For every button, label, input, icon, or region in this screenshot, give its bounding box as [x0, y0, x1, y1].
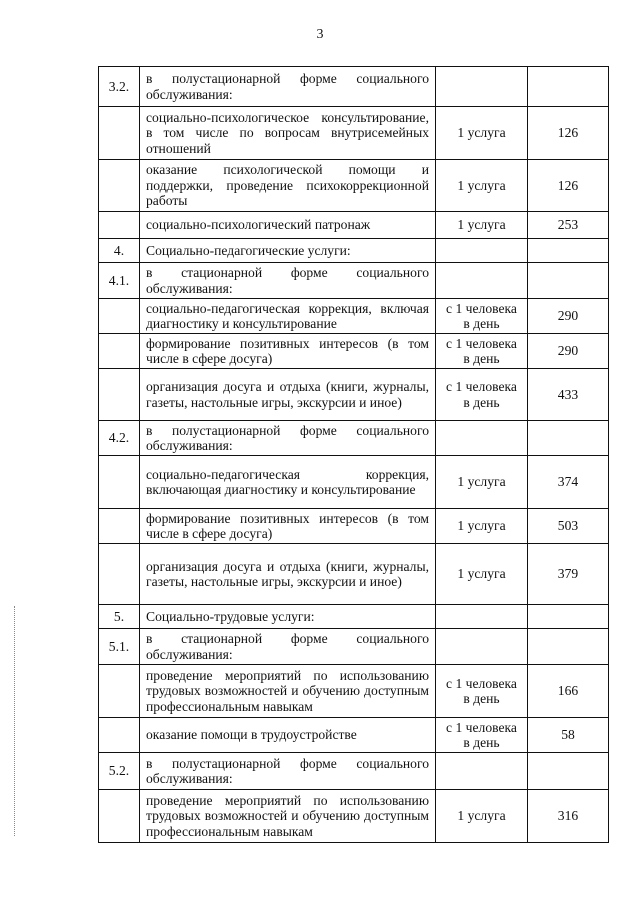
service-name: формирование позитивных интересов (в том числе в сфере досуга): [140, 509, 436, 544]
table-row: [99, 421, 609, 456]
table-row: [99, 212, 609, 239]
service-name: оказание помощи в трудоустройстве: [140, 718, 436, 753]
row-number: 5.2.: [99, 753, 140, 790]
unit-of-measure: [436, 67, 528, 107]
row-number: [99, 509, 140, 544]
unit-of-measure: с 1 человека в день: [436, 369, 528, 421]
unit-of-measure: с 1 человека в день: [436, 299, 528, 334]
row-number: 3.2.: [99, 67, 140, 107]
row-number: 4.: [99, 239, 140, 263]
table-row: [99, 299, 609, 334]
tariff-value: [528, 421, 609, 456]
tariff-value: 433: [528, 369, 609, 421]
service-name: организация досуга и отдыха (книги, журналы, газеты, настольные игры, экскурсии и иное): [140, 544, 436, 605]
unit-of-measure: с 1 человека в день: [436, 334, 528, 369]
table-row: [99, 456, 609, 509]
row-number: [99, 107, 140, 160]
tariff-value: 503: [528, 509, 609, 544]
tariff-value: 126: [528, 107, 609, 160]
unit-of-measure: 1 услуга: [436, 212, 528, 239]
tariff-value: [528, 239, 609, 263]
unit-of-measure: [436, 263, 528, 299]
tariff-value: 290: [528, 299, 609, 334]
unit-of-measure: [436, 605, 528, 629]
unit-of-measure: с 1 человека в день: [436, 665, 528, 718]
tariff-value: [528, 67, 609, 107]
row-number: [99, 456, 140, 509]
row-number: [99, 790, 140, 843]
unit-of-measure: 1 услуга: [436, 790, 528, 843]
table-row: [99, 107, 609, 160]
service-name: в стационарной форме социального обслуживания:: [140, 629, 436, 665]
unit-of-measure: [436, 421, 528, 456]
tariff-table-body: [99, 67, 609, 843]
table-row: [99, 263, 609, 299]
scan-artifact-line: [14, 606, 16, 836]
service-name: проведение мероприятий по использованию трудовых возможностей и обучению доступным профессиональным навыкам: [140, 790, 436, 843]
service-name: социально-педагогическая коррекция, включающая диагностику и консультирование: [140, 456, 436, 509]
unit-of-measure: [436, 239, 528, 263]
tariff-value: 316: [528, 790, 609, 843]
tariff-value: 58: [528, 718, 609, 753]
table-row: [99, 790, 609, 843]
table-row: [99, 605, 609, 629]
row-number: [99, 718, 140, 753]
service-name: формирование позитивных интересов (в том числе в сфере досуга): [140, 334, 436, 369]
row-number: [99, 544, 140, 605]
service-name: социально-психологический патронаж: [140, 212, 436, 239]
unit-of-measure: 1 услуга: [436, 107, 528, 160]
service-name: в полустационарной форме социального обслуживания:: [140, 421, 436, 456]
table-row: [99, 753, 609, 790]
service-name: оказание психологической помощи и поддержки, проведение психокоррекционной работы: [140, 160, 436, 212]
row-number: [99, 212, 140, 239]
row-number: 5.: [99, 605, 140, 629]
service-name: Социально-трудовые услуги:: [140, 605, 436, 629]
row-number: 5.1.: [99, 629, 140, 665]
row-number: [99, 334, 140, 369]
tariff-table: [98, 66, 609, 843]
service-name: в полустационарной форме социального обслуживания:: [140, 67, 436, 107]
row-number: [99, 160, 140, 212]
table-row: [99, 239, 609, 263]
service-name: проведение мероприятий по использованию трудовых возможностей и обучению доступным профессиональным навыкам: [140, 665, 436, 718]
unit-of-measure: 1 услуга: [436, 160, 528, 212]
service-name: организация досуга и отдыха (книги, журналы, газеты, настольные игры, экскурсии и иное): [140, 369, 436, 421]
page-number: 3: [316, 27, 324, 42]
row-number: [99, 299, 140, 334]
row-number: 4.1.: [99, 263, 140, 299]
tariff-value: 374: [528, 456, 609, 509]
row-number: 4.2.: [99, 421, 140, 456]
row-number: [99, 665, 140, 718]
tariff-value: 126: [528, 160, 609, 212]
tariff-value: [528, 263, 609, 299]
table-row: [99, 629, 609, 665]
table-row: [99, 718, 609, 753]
service-name: в стационарной форме социального обслуживания:: [140, 263, 436, 299]
table-row: [99, 369, 609, 421]
tariff-value: 290: [528, 334, 609, 369]
unit-of-measure: 1 услуга: [436, 544, 528, 605]
tariff-value: 379: [528, 544, 609, 605]
unit-of-measure: с 1 человека в день: [436, 718, 528, 753]
unit-of-measure: 1 услуга: [436, 509, 528, 544]
table-row: [99, 67, 609, 107]
table-row: [99, 160, 609, 212]
row-number: [99, 369, 140, 421]
table-row: [99, 334, 609, 369]
tariff-value: 253: [528, 212, 609, 239]
unit-of-measure: 1 услуга: [436, 456, 528, 509]
tariff-value: [528, 629, 609, 665]
table-row: [99, 509, 609, 544]
service-name: социально-психологическое консультирование, в том числе по вопросам внутрисемейных отношений: [140, 107, 436, 160]
service-name: Социально-педагогические услуги:: [140, 239, 436, 263]
unit-of-measure: [436, 629, 528, 665]
tariff-value: [528, 753, 609, 790]
tariff-value: 166: [528, 665, 609, 718]
service-name: в полустационарной форме социального обслуживания:: [140, 753, 436, 790]
tariff-value: [528, 605, 609, 629]
service-name: социально-педагогическая коррекция, включая диагностику и консультирование: [140, 299, 436, 334]
unit-of-measure: [436, 753, 528, 790]
table-row: [99, 665, 609, 718]
table-row: [99, 544, 609, 605]
